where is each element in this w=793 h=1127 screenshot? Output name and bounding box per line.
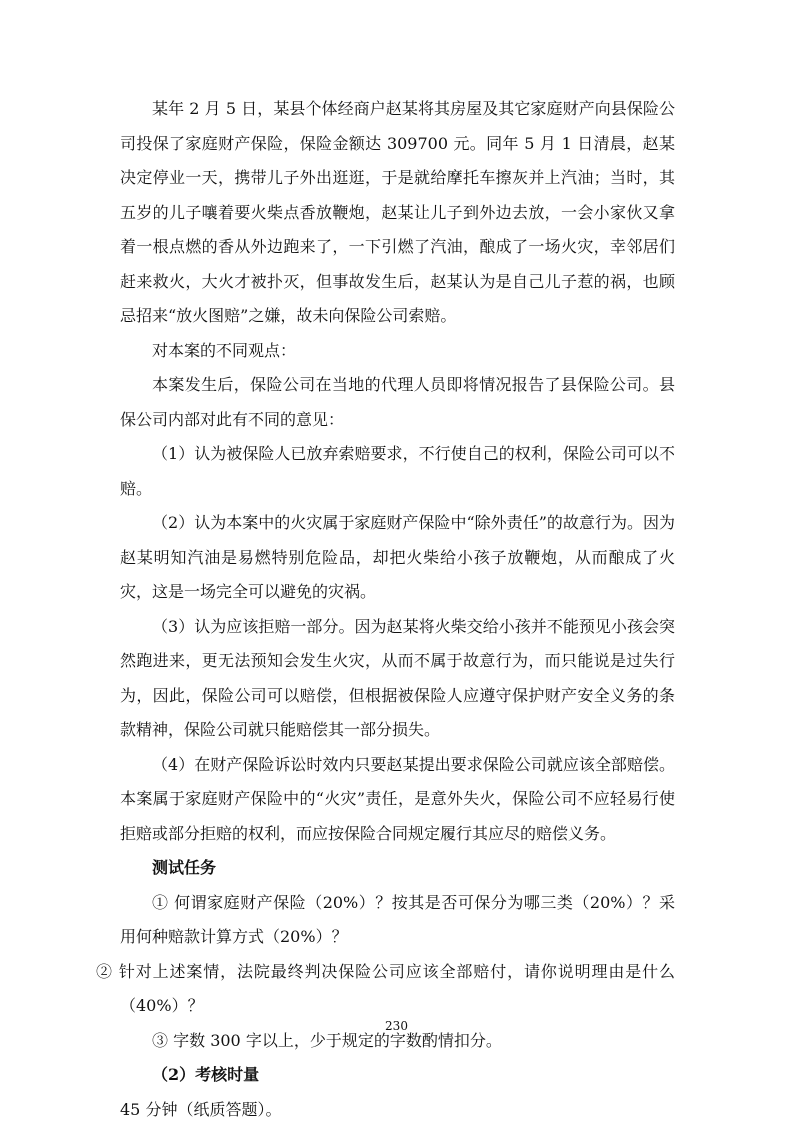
task-text: 何谓家庭财产保险（20%）？按其是否可保分为哪三类（20%）？采用何种赔款计算方式（20%）？ (120, 893, 675, 947)
document-body (120, 92, 675, 1127)
task-item-1 (120, 886, 675, 955)
task-number: ③ (152, 1031, 168, 1050)
task-text: 字数 300 字以上，少于规定的字数酌情扣分。 (173, 1031, 502, 1050)
view-item-1: （1）认为被保险人已放弃索赔要求，不行使自己的权利，保险公司可以不赔。 (120, 437, 675, 506)
task-number: ② (96, 962, 113, 981)
task-number: ① (152, 893, 169, 912)
task-item-2 (120, 955, 675, 1024)
view-item-3: （3）认为应该拒赔一部分。因为赵某将火柴交给小孩并不能预见小孩会突然跑进来，更无法预知会发生火灾，从而不属于故意行为，而只能说是过失行为，因此，保险公司可以赔偿，但根据被保险人应遵守保护财产安全义务的条款精神，保险公司就只能赔偿其一部分损失。 (120, 610, 675, 748)
views-heading: 对本案的不同观点： (120, 334, 675, 369)
view-item-4: （4）在财产保险诉讼时效内只要赵某提出要求保险公司就应该全部赔偿。本案属于家庭财产保险中的“火灾”责任，是意外失火，保险公司不应轻易行使拒赔或部分拒赔的权利，而应按保险合同规定履行其应尽的赔偿义务。 (120, 748, 675, 852)
case-paragraph-report: 本案发生后，保险公司在当地的代理人员即将情况报告了县保险公司。县保公司内部对此有不同的意见： (120, 368, 675, 437)
time-section-heading: （2）考核时量 (120, 1058, 675, 1093)
task-text: 针对上述案情，法院最终判决保险公司应该全部赔付，请你说明理由是什么（40%）？ (119, 962, 675, 1016)
time-section-text: 45 分钟（纸质答题）。 (120, 1093, 675, 1127)
case-paragraph: 某年 2 月 5 日，某县个体经商户赵某将其房屋及其它家庭财产向县保险公司投保了家庭财产保险，保险金额达 309700 元。同年 5 月 1 日清晨，赵某决定停业一天，携带儿子外出逛逛，于是就给摩托车擦灰并上汽油；当时，其五岁的儿子嚷着要火柴点香放鞭炮，赵某让儿子到外边去放，一会小家伙又拿着一根点燃的香从外边跑来了，一下引燃了汽油，酿成了一场火灾，幸邻居们赶来救火，大火才被扑灭，但事故发生后，赵某认为是自己儿子惹的祸，也顾忌招来“放火图赔”之嫌，故未向保险公司索赔。 (120, 92, 675, 334)
page-number: 230 (0, 1018, 793, 1034)
view-item-2: （2）认为本案中的火灾属于家庭财产保险中“除外责任”的故意行为。因为赵某明知汽油是易燃特别危险品，却把火柴给小孩子放鞭炮，从而酿成了火灾，这是一场完全可以避免的灾祸。 (120, 506, 675, 610)
test-tasks-heading: 测试任务 (120, 851, 675, 886)
